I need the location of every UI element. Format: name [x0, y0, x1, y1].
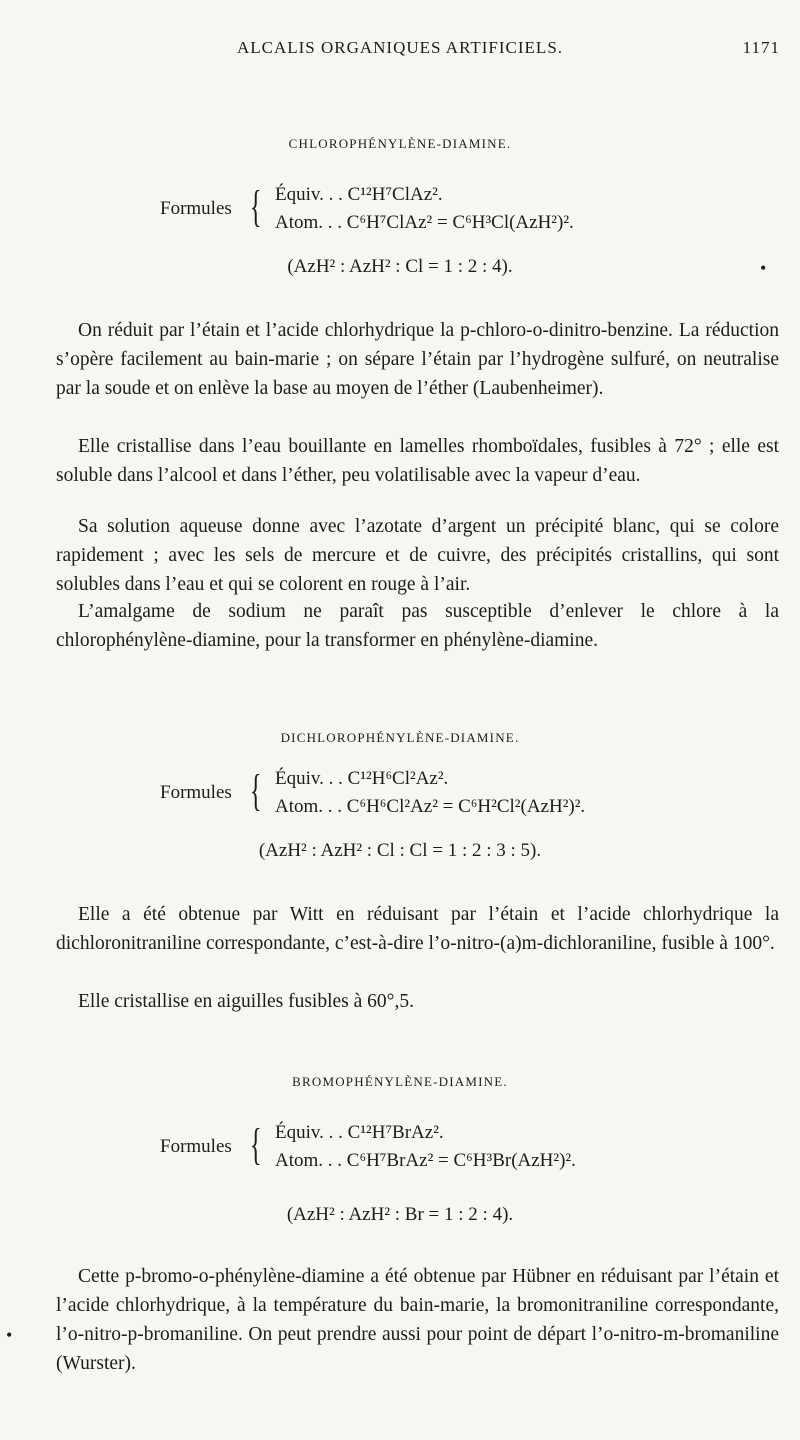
stray-mark: • — [760, 258, 767, 278]
formula-block-dichlorophenylene — [160, 766, 720, 826]
running-header — [60, 38, 780, 68]
paragraph: Sa solution aqueuse donne avec l’azotate d’argent un précipité blanc, qui se colore rapidement ; avec les sels de mercure et de cuivre, des précipités cristallins, qui sont solubles dans l’eau et qui se colorent en rouge à l’air. — [56, 516, 779, 595]
section-heading-bromophenylene: BROMOPHÉNYLÈNE-DIAMINE. — [292, 1074, 508, 1089]
brace-glyph: { — [250, 1120, 262, 1169]
section-heading-chlorophenylene: CHLOROPHÉNYLÈNE-DIAMINE. — [288, 136, 512, 151]
formula-block-bromophenylene — [160, 1120, 720, 1180]
running-title: ALCALIS ORGANIQUES ARTIFICIELS. — [236, 38, 564, 57]
formula-equiv: Équiv. . . C¹²H⁶Cl²Az². — [275, 768, 449, 789]
formula-label: Formules — [160, 1136, 232, 1157]
paragraph: L’amalgame de sodium ne paraît pas susceptible d’enlever le chlore à la chlorophénylène-diamine, pour la transformer en phénylène-diamine. — [56, 601, 779, 651]
stray-mark: • — [6, 1325, 13, 1345]
paragraph: Elle a été obtenue par Witt en réduisant par l’étain et l’acide chlorhydrique la dichloronitraniline correspondante, c’est-à-dire l’o-nitro-(a)m-dichloraniline, fusible à 100°. — [56, 904, 779, 954]
formula-block-chlorophenylene — [160, 182, 720, 242]
section-heading-dichlorophenylene: DICHLOROPHÉNYLÈNE-DIAMINE. — [280, 730, 520, 745]
formula-label: Formules — [160, 198, 232, 219]
formula-equiv: Équiv. . . C¹²H⁷ClAz². — [275, 184, 443, 205]
paragraph: Elle cristallise en aiguilles fusibles à 60°,5. — [78, 991, 414, 1012]
position-ratio: (AzH² : AzH² : Br = 1 : 2 : 4). — [286, 1204, 514, 1225]
paragraph: Cette p-bromo-o-phénylène-diamine a été obtenue par Hübner en réduisant par l’étain et l’acide chlorhydrique, à la température du bain-marie, la bromonitraniline correspondante, l’o-nitro-p-bromaniline. On peut prendre aussi pour point de départ l’o-nitro-m-bromaniline (Wurster). — [56, 1266, 779, 1374]
position-ratio: (AzH² : AzH² : Cl = 1 : 2 : 4). — [287, 256, 513, 277]
formula-atom: Atom. . . C⁶H⁶Cl²Az² = C⁶H²Cl²(AzH²)². — [275, 796, 586, 817]
formula-equiv: Équiv. . . C¹²H⁷BrAz². — [275, 1122, 444, 1143]
brace-glyph: { — [250, 182, 262, 231]
formula-label: Formules — [160, 782, 232, 803]
page-number: 1171 — [742, 38, 780, 57]
position-ratio: (AzH² : AzH² : Cl : Cl = 1 : 2 : 3 : 5). — [258, 840, 542, 861]
formula-atom: Atom. . . C⁶H⁷BrAz² = C⁶H³Br(AzH²)². — [275, 1150, 576, 1171]
paragraph: On réduit par l’étain et l’acide chlorhydrique la p-chloro-o-dinitro-benzine. La réduction s’opère facilement au bain-marie ; on sépare l’étain par l’hydrogène sulfuré, on neutralise par la soude et on enlève la base au moyen de l’éther (Laubenheimer). — [56, 320, 779, 399]
formula-atom: Atom. . . C⁶H⁷ClAz² = C⁶H³Cl(AzH²)². — [275, 212, 574, 233]
brace-glyph: { — [250, 766, 262, 815]
paragraph: Elle cristallise dans l’eau bouillante en lamelles rhomboïdales, fusibles à 72° ; elle est soluble dans l’alcool et dans l’éther, peu volatilisable avec la vapeur d’eau. — [56, 436, 779, 486]
